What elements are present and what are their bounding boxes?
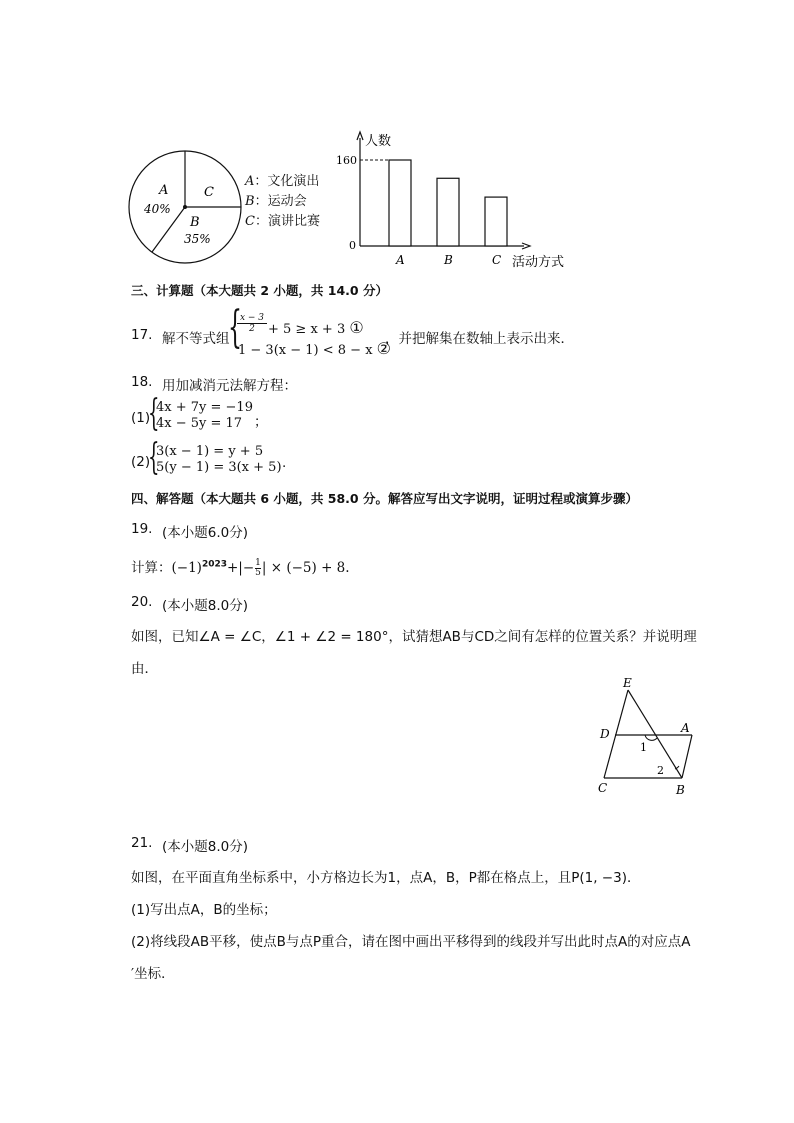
q21-line1: 如图，在平面直角坐标系中，小方格边长为1，点A，B，P都在格点上，且P(1, −3)． [131,870,641,886]
q18-part1-brace: { [148,393,160,434]
q17-ineq-2-text: 1 − 3(x − 1) < 8 − x [238,343,373,358]
pie-chart [126,148,246,268]
legend-item-b: B：运动会 [245,194,307,209]
x-tick-label: C [492,253,502,267]
y-tick-label: 0 [349,239,356,252]
section-4-title: 四、解答题（本大题共 6 小题，共 58.0 分。解答应写出文字说明，证明过程或演算步骤） [131,491,638,506]
q18-part2-tail: . [282,455,287,471]
q17-ineq-1-rest: + 5 ≥ x + 3 [268,322,346,337]
point-a: A [681,721,690,735]
q20-score: (本小题8.0分) [162,598,249,614]
q21-score: (本小题8.0分) [162,839,249,855]
legend-item-a: A：文化演出 [245,174,320,189]
x-tick-label: B [444,253,453,267]
pie-label-a: A [159,183,169,198]
q20-line2: 由． [131,661,158,677]
angle-2: 2 [657,764,664,777]
point-b: B [676,783,685,797]
q18-number: 18. [131,374,153,390]
angle-1: 1 [640,741,647,754]
q18-part1-tail: ； [254,414,268,430]
q19-abs-open: +|− [227,560,255,576]
legend-item-c: C：演讲比赛 [245,214,320,229]
q17-frac-den: 2 [249,324,255,334]
y-axis-label: 人数 [365,134,392,149]
pie-legend [245,172,320,232]
q19-expression [131,556,350,578]
q18-part1-label: (1) [131,410,151,426]
y-tick-label: 160 [336,154,357,167]
bar-a [389,160,411,246]
q19-frac-num: 1 [255,557,261,568]
q18-part2-label: (2) [131,454,151,470]
q19-fraction [255,559,261,578]
q21-line2: (1)写出点A，B的坐标； [131,902,277,918]
q18-part1-eq2: 4x − 5y = 17 [156,416,243,431]
q20-geometry-figure [595,672,705,800]
section-3-title: 三、计算题（本大题共 2 小题，共 14.0 分） [131,283,388,298]
q18-text: 用加减消元法解方程： [162,378,297,394]
q18-part2-eq2: 5(y − 1) = 3(x + 5) [156,460,282,475]
q18-part2-eq1: 3(x − 1) = y + 5 [156,444,264,459]
q18-part1-eq1: 4x + 7y = −19 [156,400,253,415]
q19-score: (本小题6.0分) [162,525,249,541]
q17-tail: ，并把解集在数轴上表示出来． [385,331,574,347]
point-c: C [598,781,608,795]
q17-lead: 解不等式组 [162,331,230,347]
q18-part2-brace: { [148,437,160,478]
point-e: E [623,676,632,690]
q17-tag-2: ② [376,339,392,358]
q21-line4: ′坐标． [131,966,175,982]
q19-exp: 2023 [201,559,227,570]
q17-number: 17. [131,327,153,343]
pie-label-c: C [204,185,214,200]
bar-chart [330,128,580,273]
pie-pct-a: 40% [144,202,171,216]
bar-b [437,178,459,246]
x-axis-label: 活动方式 [512,255,565,270]
q17-frac-num: x − 3 [237,313,267,324]
q21-number: 21. [131,835,153,851]
pie-pct-b: 35% [184,232,211,246]
q20-line1: 如图，已知∠A = ∠C，∠1 + ∠2 = 180°，试猜想AB与CD之间有怎样的位置关系？并说明理 [131,629,697,645]
point-d: D [600,727,610,741]
q19-lead: 计算： [131,560,172,576]
q17-fraction [237,313,267,334]
q19-number: 19. [131,521,153,537]
q17-tag-1: ① [349,318,364,337]
q20-number: 20. [131,594,153,610]
q17-ineq-2 [238,339,391,358]
x-tick-label: A [396,253,405,267]
q17-ineq-1 [268,318,364,337]
q21-line3: (2)将线段AB平移，使点B与点P重合，请在图中画出平移得到的线段并写出此时点A的对应点A [131,934,691,950]
q17-brace: { [228,302,242,353]
q19-base: (−1) [171,560,202,576]
pie-label-b: B [190,215,200,230]
q19-frac-den: 5 [255,567,261,578]
bar-c [485,197,507,246]
q19-rest: | × (−5) + 8. [261,560,350,576]
